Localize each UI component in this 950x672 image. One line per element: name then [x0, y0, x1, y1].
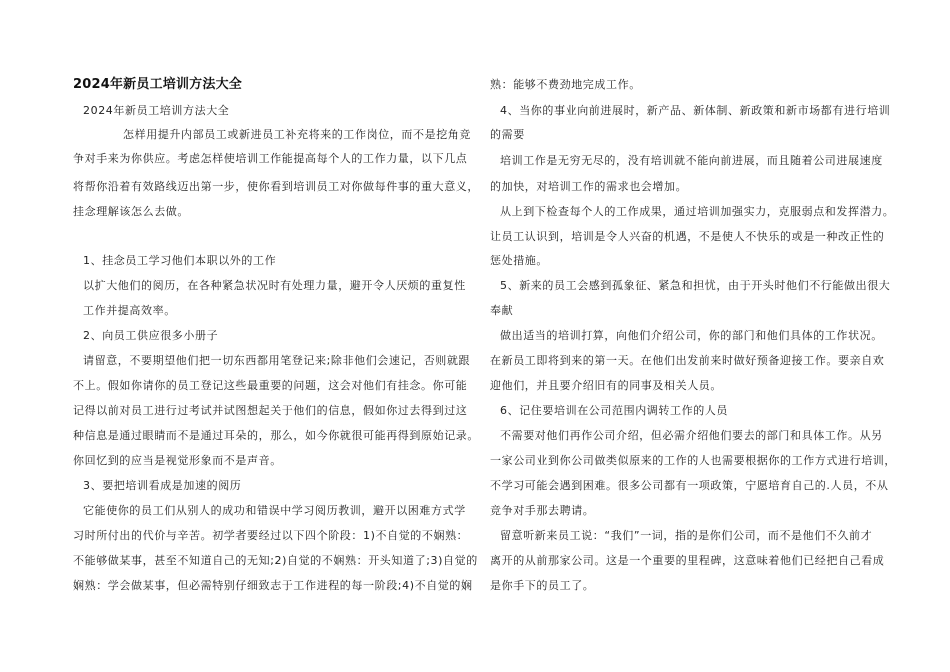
paragraph-line: 习时所付出的代价与辛苦。初学者要经过以下四个阶段：1)不自觉的不娴熟： — [73, 529, 469, 542]
paragraph-line: 记得以前对员工进行过考试并试图想起关于他们的信息，假如你过去得到过这 — [73, 404, 468, 417]
section-heading: 5、新来的员工会感到孤象征、紧急和担忧，由于开头时他们不行能做出很大 — [500, 279, 891, 292]
paragraph-line: 熟：能够不费劲地完成工作。 — [490, 78, 641, 91]
paragraph-line: 留意听新来员工说：“我们”一词，指的是你们公司，而不是他们不久前才 — [500, 529, 873, 542]
paragraph-line: 不学习可能会遇到困难。很多公司都有一项政策，宁愿培育自己的.人员，不从 — [490, 479, 889, 492]
paragraph-line: 的需要 — [490, 128, 525, 141]
paragraph-line: 迎他们，并且要介绍旧有的同事及相关人员。 — [490, 379, 722, 392]
paragraph-line: 不需要对他们再作公司介绍，但必需介绍他们要去的部门和具体工作。从另 — [500, 429, 883, 442]
section-heading: 6、记住要培训在公司范围内调转工作的人员 — [500, 404, 728, 417]
paragraph-line: 是你手下的员工了。 — [490, 579, 595, 592]
section-heading: 3、要把培训看成是加速的阅历 — [83, 479, 242, 492]
paragraph-line: 培训工作是无穷无尽的，没有培训就不能向前进展，而且随着公司进展速度 — [500, 154, 883, 167]
paragraph-line: 惩处措施。 — [490, 254, 548, 267]
paragraph-line: 将帮你沿着有效路线迈出第一步，使你看到培训员工对你做每件事的重大意义， — [73, 180, 479, 193]
paragraph-line: 让员工认识到，培训是令人兴奋的机遇，不是使人不快乐的或是一种改正性的 — [490, 230, 885, 243]
paragraph-line: 请留意，不要期望他们把一切东西都用笔登记来;除非他们会速记，否则就跟 — [83, 354, 471, 367]
paragraph-line: 娴熟：学会做某事，但必需特别仔细致志于工作进程的每一阶段;4)不自觉的娴 — [73, 579, 473, 592]
paragraph-line: 工作并提高效率。 — [83, 304, 176, 317]
paragraph-line: 怎样用提升内部员工或新进员工补充将来的工作岗位，而不是挖角竞 — [123, 128, 471, 141]
paragraph-line: 以扩大他们的阅历，在各种紧急状况时有处理力量，避开令人厌烦的重复性 — [83, 279, 466, 292]
paragraph-line: 奉献 — [490, 304, 514, 317]
section-heading: 2、向员工供应很多小册子 — [83, 329, 219, 342]
subtitle-line: 2024年新员工培训方法大全 — [83, 104, 230, 117]
paragraph-line: 做出适当的培训打算，向他们介绍公司，你的部门和他们具体的工作状况。 — [500, 329, 883, 342]
paragraph-line: 一家公司业到你公司做类似原来的工作的人也需要根据你的工作方式进行培训， — [490, 454, 896, 467]
section-heading: 4、当你的事业向前进展时，新产品、新体制、新政策和新市场都有进行培训 — [500, 104, 891, 117]
paragraph-line: 离开的从前那家公司。这是一个重要的里程碑，这意味着他们已经把自己看成 — [490, 554, 885, 567]
paragraph-line: 不能够做某事，甚至不知道自己的无知;2)自觉的不娴熟：开头知道了;3)自觉的 — [73, 554, 478, 567]
paragraph-line: 在新员工即将到来的第一天。在他们出发前来时做好预备迎接工作。要亲自欢 — [490, 354, 885, 367]
paragraph-line: 竞争对手那去聘请。 — [490, 504, 595, 517]
section-heading: 1、挂念员工学习他们本职以外的工作 — [83, 254, 277, 267]
paragraph-line: 挂念理解该怎么去做。 — [73, 205, 189, 218]
paragraph-line: 种信息是通过眼睛而不是通过耳朵的，那么，如今你就很可能再得到原始记录。 — [73, 429, 479, 442]
paragraph-line: 的加快，对培训工作的需求也会增加。 — [490, 180, 688, 193]
paragraph-line: 不上。假如你请你的员工登记这些最重要的问题，这会对他们有挂念。你可能 — [73, 379, 468, 392]
paragraph-line: 争对手来为你供应。考虑怎样使培训工作能提高每个人的工作力量，以下几点 — [73, 152, 468, 165]
paragraph-line: 从上到下检查每个人的工作成果，通过培训加强实力，克服弱点和发挥潜力。 — [500, 205, 895, 218]
document-title: 2024年新员工培训方法大全 — [73, 77, 242, 92]
paragraph-line: 它能使你的员工们从别人的成功和错误中学习阅历教训，避开以困难方式学 — [83, 504, 466, 517]
paragraph-line: 你回忆到的应当是视觉形象而不是声音。 — [73, 454, 282, 467]
